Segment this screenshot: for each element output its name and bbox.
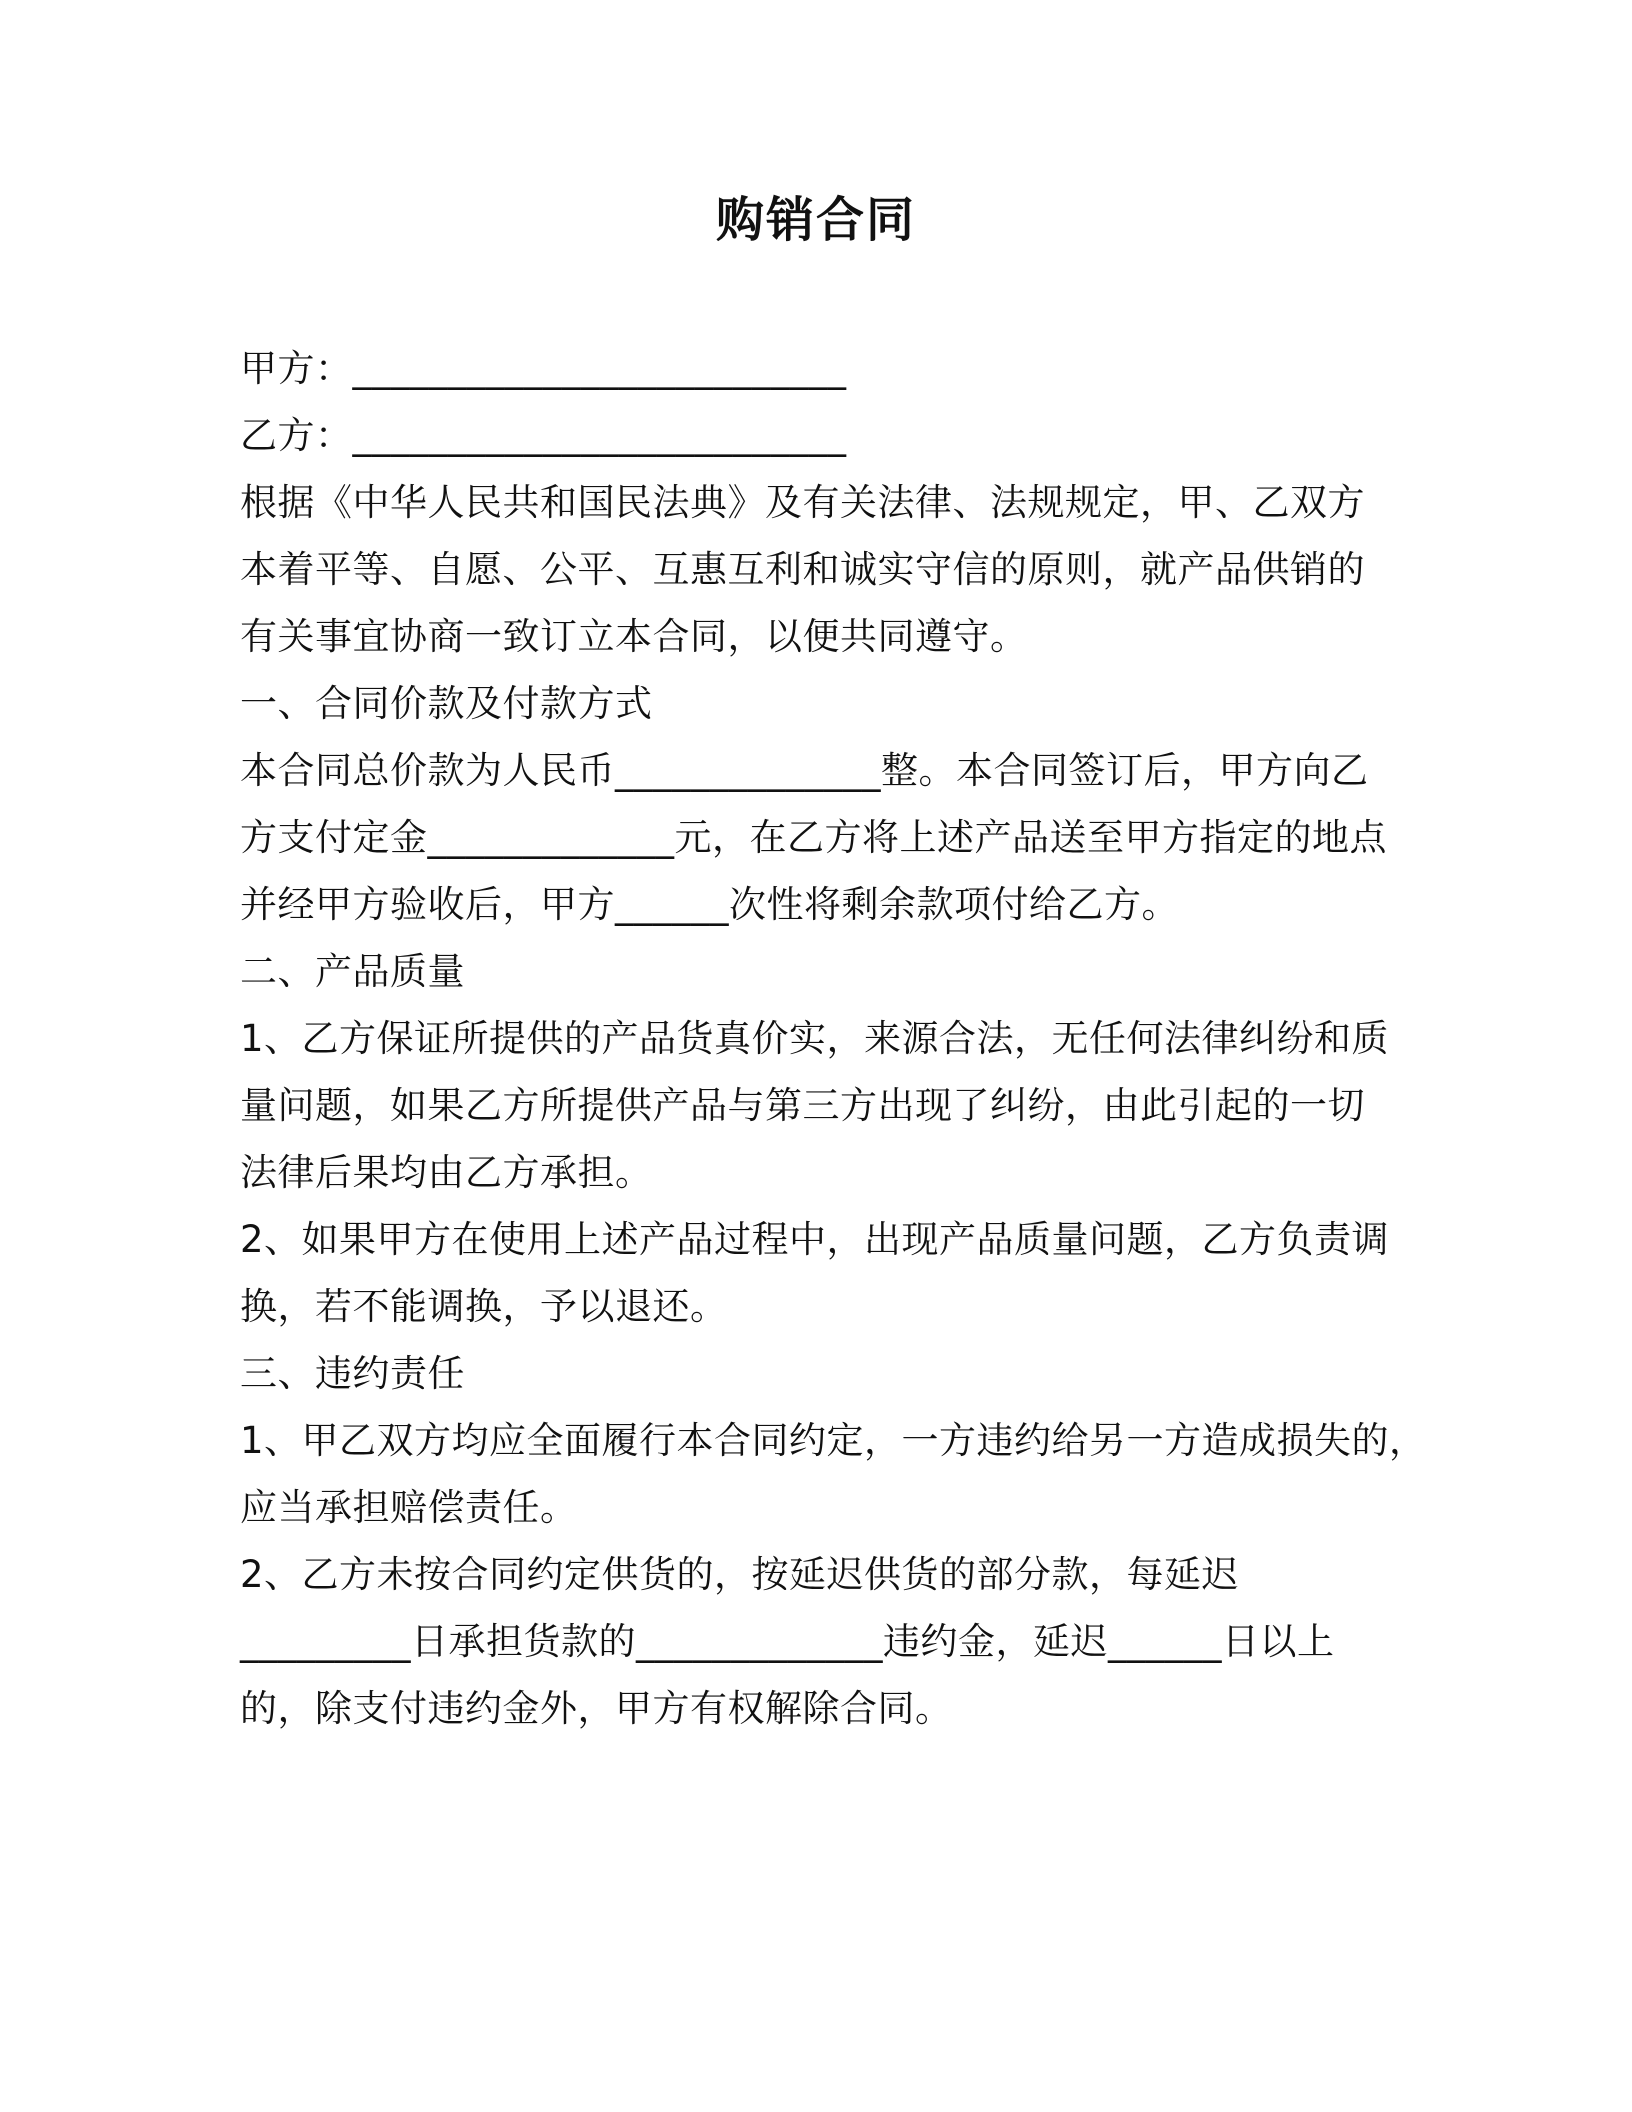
section-heading-liability: 三、违约责任 [240,1352,465,1395]
quality-clause-2-line-1: 2、如果甲方在使用上述产品过程中，出现产品质量问题，乙方负责调 [240,1218,1390,1261]
payment-line-2: 方支付定金_____________元，在乙方将上述产品送至甲方指定的地点 [240,816,1387,859]
preamble-line-2: 本着平等、自愿、公平、互惠互利和诚实守信的原则，就产品供销的 [240,548,1365,591]
party-b-line: 乙方：__________________________ [240,414,847,457]
liability-clause-2-line-2: _________日承担货款的_____________违约金，延迟______日以上 [240,1620,1335,1663]
party-a-line: 甲方：__________________________ [240,347,847,390]
preamble-line-1: 根据《中华人民共和国民法典》及有关法律、法规规定，甲、乙双方 [240,481,1365,524]
quality-clause-1-line-1: 1、乙方保证所提供的产品货真价实，来源合法，无任何法律纠纷和质 [240,1017,1390,1060]
liability-clause-2-line-3: 的，除支付违约金外，甲方有权解除合同。 [240,1687,953,1730]
liability-clause-1-line-1: 1、甲乙双方均应全面履行本合同约定，一方违约给另一方造成损失的， [240,1419,1427,1462]
section-heading-quality: 二、产品质量 [240,950,465,993]
contract-body [240,335,1427,1742]
quality-clause-1-line-2: 量问题，如果乙方所提供产品与第三方出现了纠纷，由此引起的一切 [240,1084,1365,1127]
payment-line-1: 本合同总价款为人民币______________整。本合同签订后，甲方向乙 [240,749,1369,792]
liability-clause-2-line-1: 2、乙方未按合同约定供货的，按延迟供货的部分款，每延迟 [240,1553,1240,1596]
preamble-line-3: 有关事宜协商一致订立本合同，以便共同遵守。 [240,615,1028,658]
section-heading-payment: 一、合同价款及付款方式 [240,682,653,725]
quality-clause-1-line-3: 法律后果均由乙方承担。 [240,1151,653,1194]
page-title: 购销合同 [715,192,916,248]
payment-line-3: 并经甲方验收后，甲方______次性将剩余款项付给乙方。 [240,883,1179,926]
quality-clause-2-line-2: 换，若不能调换，予以退还。 [240,1285,728,1328]
liability-clause-1-line-2: 应当承担赔偿责任。 [240,1486,578,1529]
